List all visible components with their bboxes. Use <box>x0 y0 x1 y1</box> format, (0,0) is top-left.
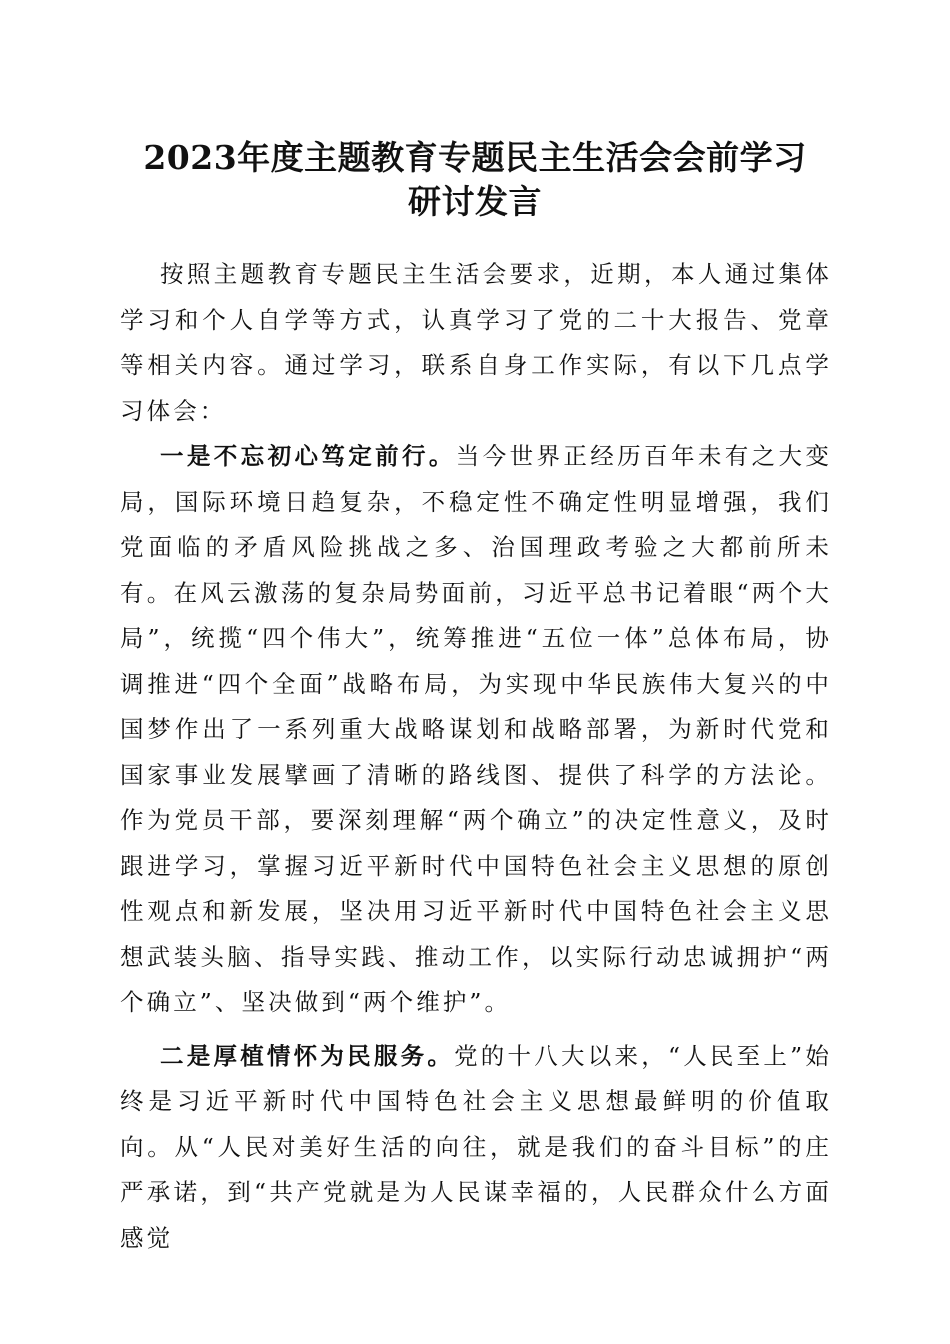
paragraph-point-2 <box>120 1034 832 1262</box>
paragraph-text: 党的十八大以来，“人民至上”始终是习近平新时代中国特色社会主义思想最鲜明的价值取向。从“人民对美好生活的向往，就是我们的奋斗目标”的庄严承诺，到“共产党就是为人民谋幸福的，人民群众什么方面感觉 <box>120 1041 832 1252</box>
paragraph-text: 当今世界正经历百年未有之大变局，国际环境日趋复杂，不稳定性不确定性明显增强，我们党面临的矛盾风险挑战之多、治国理政考验之大都前所未有。在风云激荡的复杂局势面前，习近平总书记着眼“两个大局”，统揽“四个伟大”，统筹推进“五位一体”总体布局，协调推进“四个全面”战略布局，为实现中华民族伟大复兴的中国梦作出了一系列重大战略谋划和战略部署，为新时代党和国家事业发展擘画了清晰的路线图、提供了科学的方法论。作为党员干部，要深刻理解“两个确立”的决定性意义，及时跟进学习，掌握习近平新时代中国特色社会主义思想的原创性观点和新发展，坚决用习近平新时代中国特色社会主义思想武装头脑、指导实践、推动工作，以实际行动忠诚拥护“两个确立”、坚决做到“两个维护”。 <box>120 442 832 1016</box>
paragraph-lead: 二是厚植情怀为民服务。 <box>160 1041 455 1070</box>
paragraph-text: 按照主题教育专题民主生活会要求，近期，本人通过集体学习和个人自学等方式，认真学习了党的二十大报告、党章等相关内容。通过学习，联系自身工作实际，有以下几点学习体会： <box>120 260 832 425</box>
paragraph-lead: 一是不忘初心笃定前行。 <box>160 442 456 470</box>
title-line-2: 研讨发言 <box>408 182 542 221</box>
paragraph-intro <box>120 252 832 434</box>
document-title <box>0 136 950 224</box>
paragraph-point-1 <box>120 434 832 1026</box>
document-body <box>120 252 832 1261</box>
title-line-1: 2023年度主题教育专题民主生活会会前学习 <box>143 138 807 177</box>
